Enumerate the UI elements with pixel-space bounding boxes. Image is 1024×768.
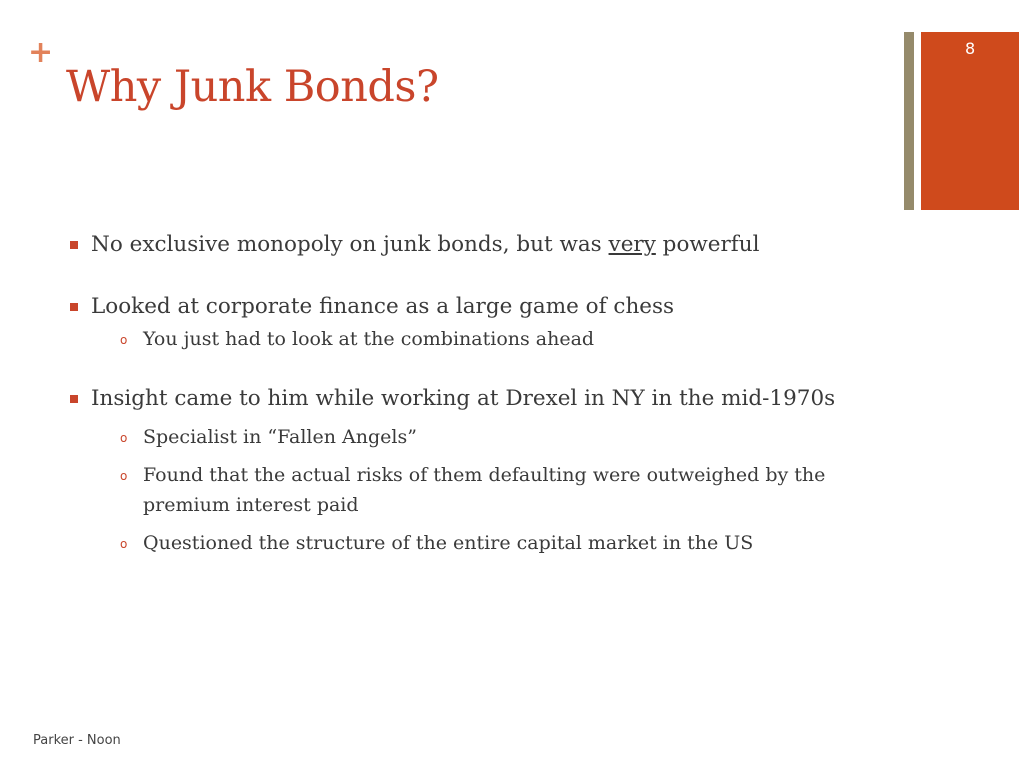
square-bullet-icon — [70, 303, 78, 311]
circle-bullet-icon: o — [120, 537, 128, 551]
bullet-text: Insight came to him while working at Drexel in NY in the mid-1970s — [91, 386, 836, 411]
sub-bullet-text: You just had to look at the combinations ahead — [143, 328, 595, 350]
footer-author: Parker - Noon — [33, 733, 121, 748]
bullet-item — [66, 291, 896, 323]
sub-bullet-item — [66, 528, 896, 558]
sub-bullet-item — [66, 324, 896, 354]
slide-number: 8 — [965, 39, 976, 58]
plus-icon: + — [28, 35, 54, 70]
circle-bullet-icon: o — [120, 333, 128, 347]
circle-bullet-icon: o — [120, 469, 128, 483]
square-bullet-icon — [70, 395, 78, 403]
emphasis-text: very — [608, 232, 656, 257]
sub-bullet-text: Specialist in “Fallen Angels” — [143, 426, 417, 448]
bullet-text: Looked at corporate finance as a large game of chess — [91, 294, 675, 319]
sub-bullet-text: Questioned the structure of the entire capital market in the US — [143, 532, 754, 554]
slide-title: Why Junk Bonds? — [66, 62, 439, 112]
sub-bullet-item — [66, 422, 896, 452]
bullet-list — [66, 229, 896, 558]
square-bullet-icon — [70, 241, 78, 249]
decorative-bar-tan — [904, 32, 914, 210]
sub-bullet-text: Found that the actual risks of them defaulting were outweighed by the premium interest paid — [143, 464, 826, 516]
bullet-text: No exclusive monopoly on junk bonds, but was — [91, 232, 609, 257]
decorative-bar-orange — [921, 32, 1019, 210]
bullet-item — [66, 383, 896, 415]
sub-bullet-item — [66, 460, 896, 520]
circle-bullet-icon: o — [120, 431, 128, 445]
bullet-text: powerful — [655, 232, 760, 257]
bullet-item — [66, 229, 896, 261]
